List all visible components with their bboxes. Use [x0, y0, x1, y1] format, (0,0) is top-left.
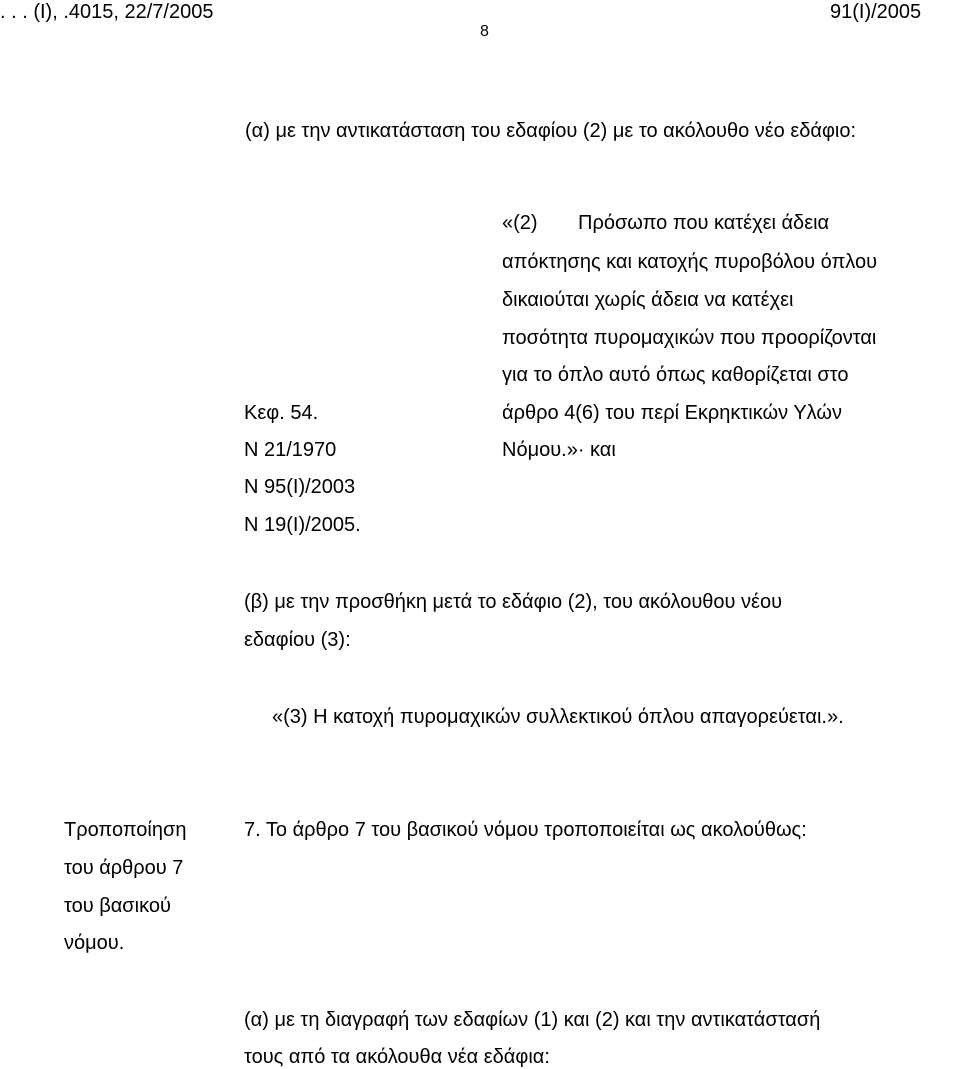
- quote-subsection-3: «(3) Η κατοχή πυρομαχικών συλλεκτικού όπλου απαγορεύεται.».: [272, 706, 844, 728]
- section-heading: νόμου.: [64, 932, 125, 954]
- paragraph-a2: τους από τα ακόλουθα νέα εδάφια:: [244, 1046, 550, 1068]
- quote-line: Πρόσωπο που κατέχει άδεια: [578, 212, 830, 234]
- paragraph-a2: (α) με τη διαγραφή των εδαφίων (1) και (2) και την αντικατάστασή: [244, 1009, 821, 1031]
- quote-number: «(2): [502, 212, 538, 234]
- quote-line: Νόμου.»· και: [502, 439, 616, 461]
- quote-line: δικαιούται χωρίς άδεια να κατέχει: [502, 289, 794, 311]
- quote-line: για το όπλο αυτό όπως καθορίζεται στο: [502, 364, 849, 386]
- quote-line: απόκτησης και κατοχής πυροβόλου όπλου: [502, 251, 878, 273]
- section-heading: Τροποποίηση: [64, 819, 187, 841]
- header-right: 91(Ι)/2005: [830, 1, 922, 23]
- margin-reference: Ν 21/1970: [244, 439, 337, 461]
- section-heading: του άρθρου 7: [64, 857, 184, 879]
- paragraph-b: εδαφίου (3):: [244, 629, 351, 651]
- margin-reference: Ν 19(Ι)/2005.: [244, 514, 361, 536]
- section-7-text: 7. Το άρθρο 7 του βασικού νόμου τροποποιείται ως ακολούθως:: [244, 819, 807, 841]
- margin-reference: Ν 95(Ι)/2003: [244, 476, 356, 498]
- quote-line: ποσότητα πυρομαχικών που προορίζονται: [502, 327, 877, 349]
- paragraph-a: (α) με την αντικατάσταση του εδαφίου (2) με το ακόλουθο νέο εδάφιο:: [245, 120, 857, 142]
- section-heading: του βασικού: [64, 895, 171, 917]
- paragraph-b: (β) με την προσθήκη μετά το εδάφιο (2), του ακόλουθου νέου: [244, 591, 783, 613]
- margin-reference: Κεφ. 54.: [244, 402, 319, 424]
- page-number: 8: [480, 23, 489, 40]
- header-left: . . . (Ι), .4015, 22/7/2005: [0, 1, 214, 23]
- quote-line: άρθρο 4(6) του περί Εκρηκτικών Υλών: [502, 402, 842, 424]
